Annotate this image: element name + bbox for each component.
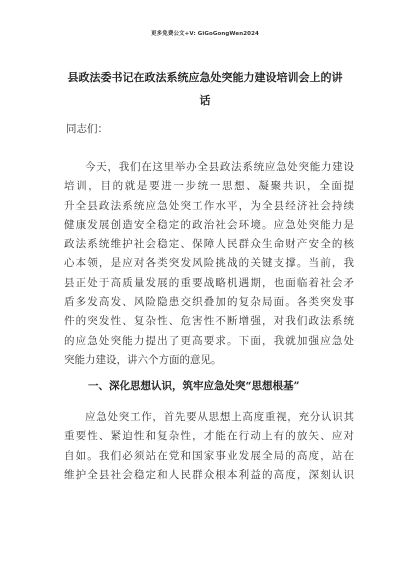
paragraph-line: 升全县政法系统应急处突工作水平，为全县经济社会持续 <box>64 199 354 212</box>
paragraph-intro <box>64 158 354 370</box>
header-promo-note: 更多免费公文+V: GiGoGongWen2024 <box>151 31 259 37</box>
paragraph-line: 政法系统维护社会稳定、保障人民群众生命财产安全的核 <box>64 238 354 251</box>
paragraph-line: 今天，我们在这里举办全县政法系统应急处突能力建设 <box>85 161 354 173</box>
paragraph-line: 维护全县社会稳定和人民群众根本利益的高度，深刻认识 <box>64 468 354 481</box>
paragraph-line: 应急处突工作，首先要从思想上高度重视，充分认识其 <box>85 411 354 423</box>
paragraph-line: 培训，目的就是要进一步统一思想、凝聚共识，全面提 <box>64 180 354 193</box>
paragraph-line: 盾多发高发、风险隐患交织叠加的复杂局面。各类突发事 <box>64 296 354 309</box>
title-line-1: 县政法委书记在政法系统应急处突能力建设培训会上的讲 <box>67 71 343 84</box>
paragraph-line: 心本领，是应对各类突发风险挑战的关键支撑。当前，我 <box>64 257 354 270</box>
paragraph-line: 重要性、紧迫性和复杂性，才能在行动上有的放矢、应对 <box>64 430 354 443</box>
title-line-2: 话 <box>199 94 211 107</box>
paragraph-line: 县正处于高质量发展的重要战略机遇期，也面临着社会矛 <box>64 276 354 289</box>
paragraph-section1 <box>64 408 354 485</box>
paragraph-line: 突能力建设，讲六个方面的意见。 <box>64 353 222 366</box>
paragraph-line: 的应急处突能力提出了更高要求。下面，我就加强应急处 <box>64 334 354 347</box>
paragraph-line: 健康发展创造安全稳定的政治社会环境。应急处突能力是 <box>64 218 354 231</box>
salutation: 同志们： <box>66 123 108 135</box>
section-heading: 一、深化思想认识，筑牢应急处突“思想根基” <box>88 380 300 392</box>
document-title <box>60 66 350 112</box>
paragraph-line: 件的突发性、复杂性、危害性不断增强，对我们政法系统 <box>64 315 354 328</box>
paragraph-line: 自如。我们必须站在党和国家事业发展全局的高度，站在 <box>64 449 354 462</box>
